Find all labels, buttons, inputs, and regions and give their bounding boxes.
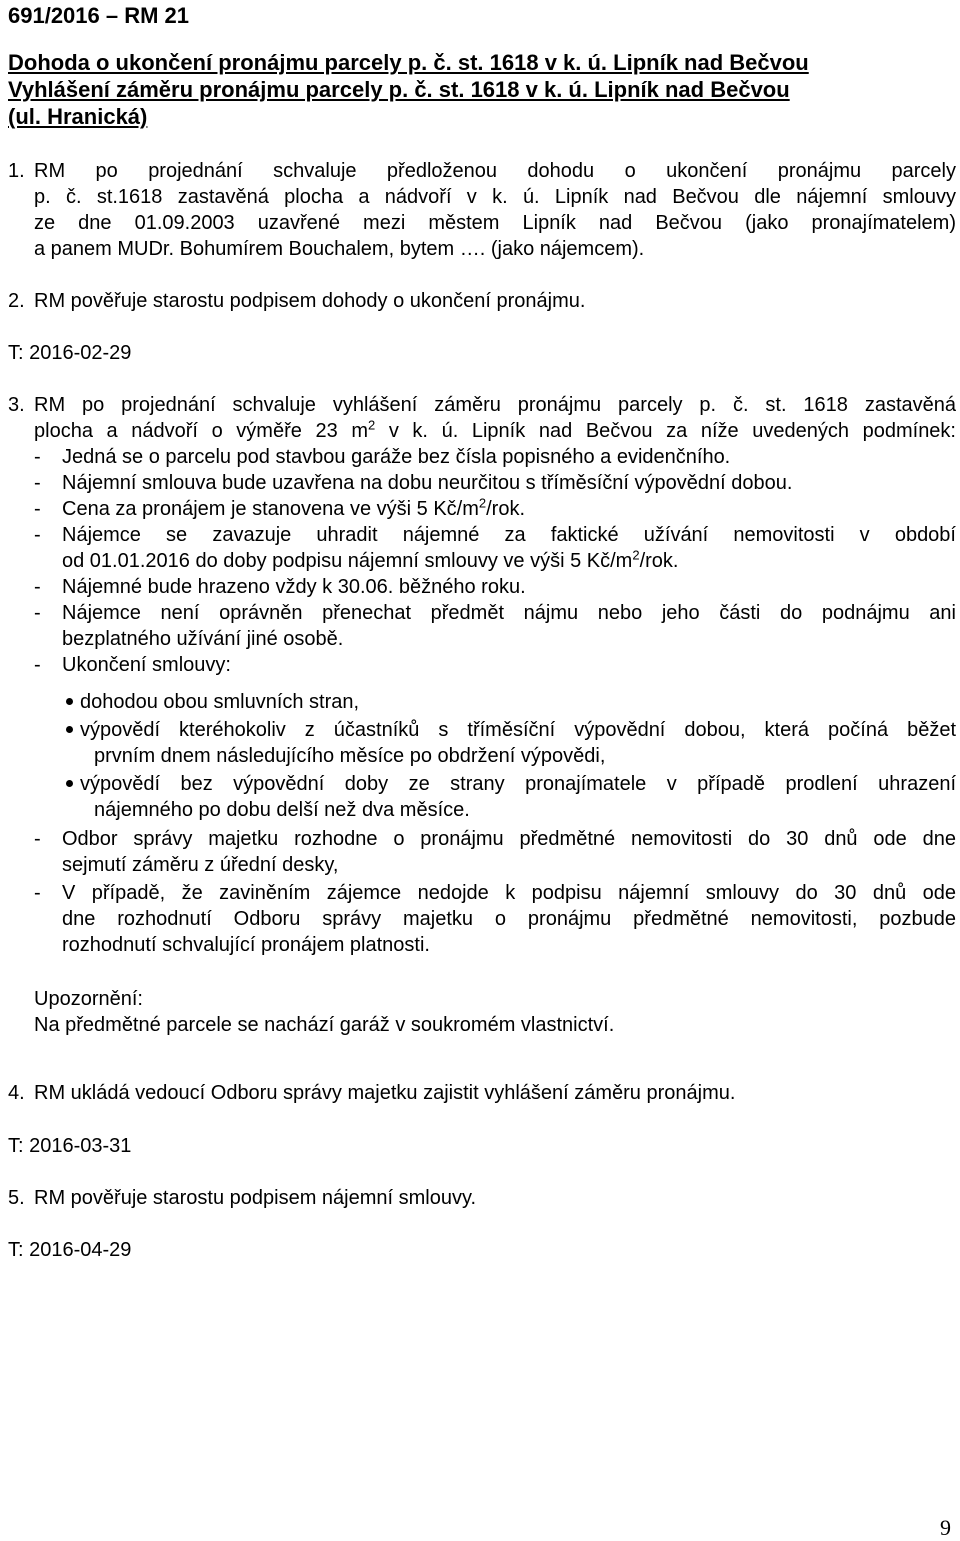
- item-1-line-2: p. č. st.1618 zastavěná plocha a nádvoří v k. ú. Lipník nad Bečvou dle nájemní smlouvy: [34, 186, 956, 208]
- title-line-3: (ul. Hranická): [8, 104, 148, 129]
- dash-6: -: [34, 602, 41, 624]
- condition-4-line-1: Nájemce se zavazuje uhradit nájemné za faktické užívání nemovitosti v období: [62, 524, 956, 546]
- item-5-number: 5.: [8, 1187, 25, 1209]
- condition-1: Jedná se o parcelu pod stavbou garáže bez čísla popisného a evidenčního.: [62, 446, 731, 468]
- item-1-number: 1.: [8, 160, 25, 182]
- condition-4-line-2a: od 01.01.2016 do doby podpisu nájemní smlouvy ve výši 5 Kč/m: [62, 550, 633, 572]
- bullet-3-line-1: výpovědí bez výpovědní doby ze strany pronajímatele v případě prodlení uhrazení: [80, 773, 956, 795]
- dash-4: -: [34, 524, 41, 546]
- item-3-line-2: [34, 418, 956, 444]
- dash-2: -: [34, 472, 41, 494]
- condition-5: Nájemné bude hrazeno vždy k 30.06. běžného roku.: [62, 576, 526, 598]
- document-number: 691/2016 – RM 21: [8, 3, 190, 28]
- item-3-line-2a: plocha a nádvoří o výměře 23 m: [34, 420, 368, 442]
- item-3-sup: 2: [367, 417, 376, 433]
- bullet-3-icon: [66, 780, 73, 787]
- warning-label: Upozornění:: [34, 988, 143, 1010]
- item-1-line-3: ze dne 01.09.2003 uzavřené mezi městem Lipník nad Bečvou (jako pronajímatelem): [34, 212, 956, 234]
- condition-6-line-2: bezplatného užívání jiné osobě.: [62, 628, 344, 650]
- item-3-line-1: RM po projednání schvaluje vyhlášení záměru pronájmu parcely p. č. st. 1618 zastavěná: [34, 394, 956, 416]
- deadline-1: T: 2016-02-29: [8, 342, 132, 364]
- condition-2: Nájemní smlouva bude uzavřena na dobu neurčitou s tříměsíční výpovědní dobou.: [62, 472, 793, 494]
- item-3-line-2b: v k. ú. Lipník nad Bečvou za níže uvedených podmínek:: [375, 420, 956, 442]
- dash-1: -: [34, 446, 41, 468]
- condition-7: Ukončení smlouvy:: [62, 654, 231, 676]
- item-4-number: 4.: [8, 1082, 25, 1104]
- bullet-2-line-1: výpovědí kteréhokoliv z účastníků s tříměsíční výpovědní dobou, která počíná běžet: [80, 719, 956, 741]
- condition-3a: Cena za pronájem je stanovena ve výši 5 Kč/m: [62, 498, 479, 520]
- dash-7: -: [34, 654, 41, 676]
- item-1-line-1: RM po projednání schvaluje předloženou dohodu o ukončení pronájmu parcely: [34, 160, 956, 182]
- title-line-1: Dohoda o ukončení pronájmu parcely p. č. st. 1618 v k. ú. Lipník nad Bečvou: [8, 50, 809, 75]
- condition-8-line-1: Odbor správy majetku rozhodne o pronájmu předmětné nemovitosti do 30 dnů ode dne: [62, 828, 956, 850]
- bullet-2-line-2: prvním dnem následujícího měsíce po obdržení výpovědi,: [94, 745, 606, 767]
- condition-4-sup: 2: [632, 547, 640, 563]
- item-2-number: 2.: [8, 290, 25, 312]
- condition-3: [62, 496, 525, 522]
- condition-4-line-2b: /rok.: [639, 550, 679, 572]
- page-number: 9: [940, 1515, 951, 1540]
- deadline-2: T: 2016-03-31: [8, 1135, 132, 1157]
- item-2-text: RM pověřuje starostu podpisem dohody o ukončení pronájmu.: [34, 290, 586, 312]
- title-line-2: Vyhlášení záměru pronájmu parcely p. č. st. 1618 v k. ú. Lipník nad Bečvou: [8, 77, 790, 102]
- item-1-line-4: a panem MUDr. Bohumírem Bouchalem, bytem …. (jako nájemcem).: [34, 238, 645, 260]
- condition-8-line-2: sejmutí záměru z úřední desky,: [62, 854, 339, 876]
- bullet-3-line-2: nájemného po dobu delší než dva měsíce.: [94, 799, 470, 821]
- warning-text: Na předmětné parcele se nachází garáž v soukromém vlastnictví.: [34, 1014, 615, 1036]
- condition-6-line-1: Nájemce není oprávněn přenechat předmět nájmu nebo jeho části do podnájmu ani: [62, 602, 956, 624]
- deadline-3: T: 2016-04-29: [8, 1239, 132, 1261]
- item-4-text: RM ukládá vedoucí Odboru správy majetku zajistit vyhlášení záměru pronájmu.: [34, 1082, 736, 1104]
- dash-9: -: [34, 882, 41, 904]
- condition-9-line-2: dne rozhodnutí Odboru správy majetku o pronájmu předmětné nemovitosti, pozbude: [62, 908, 956, 930]
- dash-3: -: [34, 498, 41, 520]
- condition-9-line-1: V případě, že zaviněním zájemce nedojde k podpisu nájemní smlouvy do 30 dnů ode: [62, 882, 956, 904]
- condition-3b: /rok.: [486, 498, 526, 520]
- bullet-1-icon: [66, 698, 73, 705]
- dash-8: -: [34, 828, 41, 850]
- item-3-number: 3.: [8, 394, 25, 416]
- bullet-2-icon: [66, 726, 73, 733]
- dash-5: -: [34, 576, 41, 598]
- bullet-1-text: dohodou obou smluvních stran,: [80, 691, 360, 713]
- condition-9-line-3: rozhodnutí schvalující pronájem platnosti.: [62, 934, 430, 956]
- item-5-text: RM pověřuje starostu podpisem nájemní smlouvy.: [34, 1187, 477, 1209]
- condition-3-sup: 2: [478, 495, 487, 511]
- condition-4-line-2: [62, 548, 678, 574]
